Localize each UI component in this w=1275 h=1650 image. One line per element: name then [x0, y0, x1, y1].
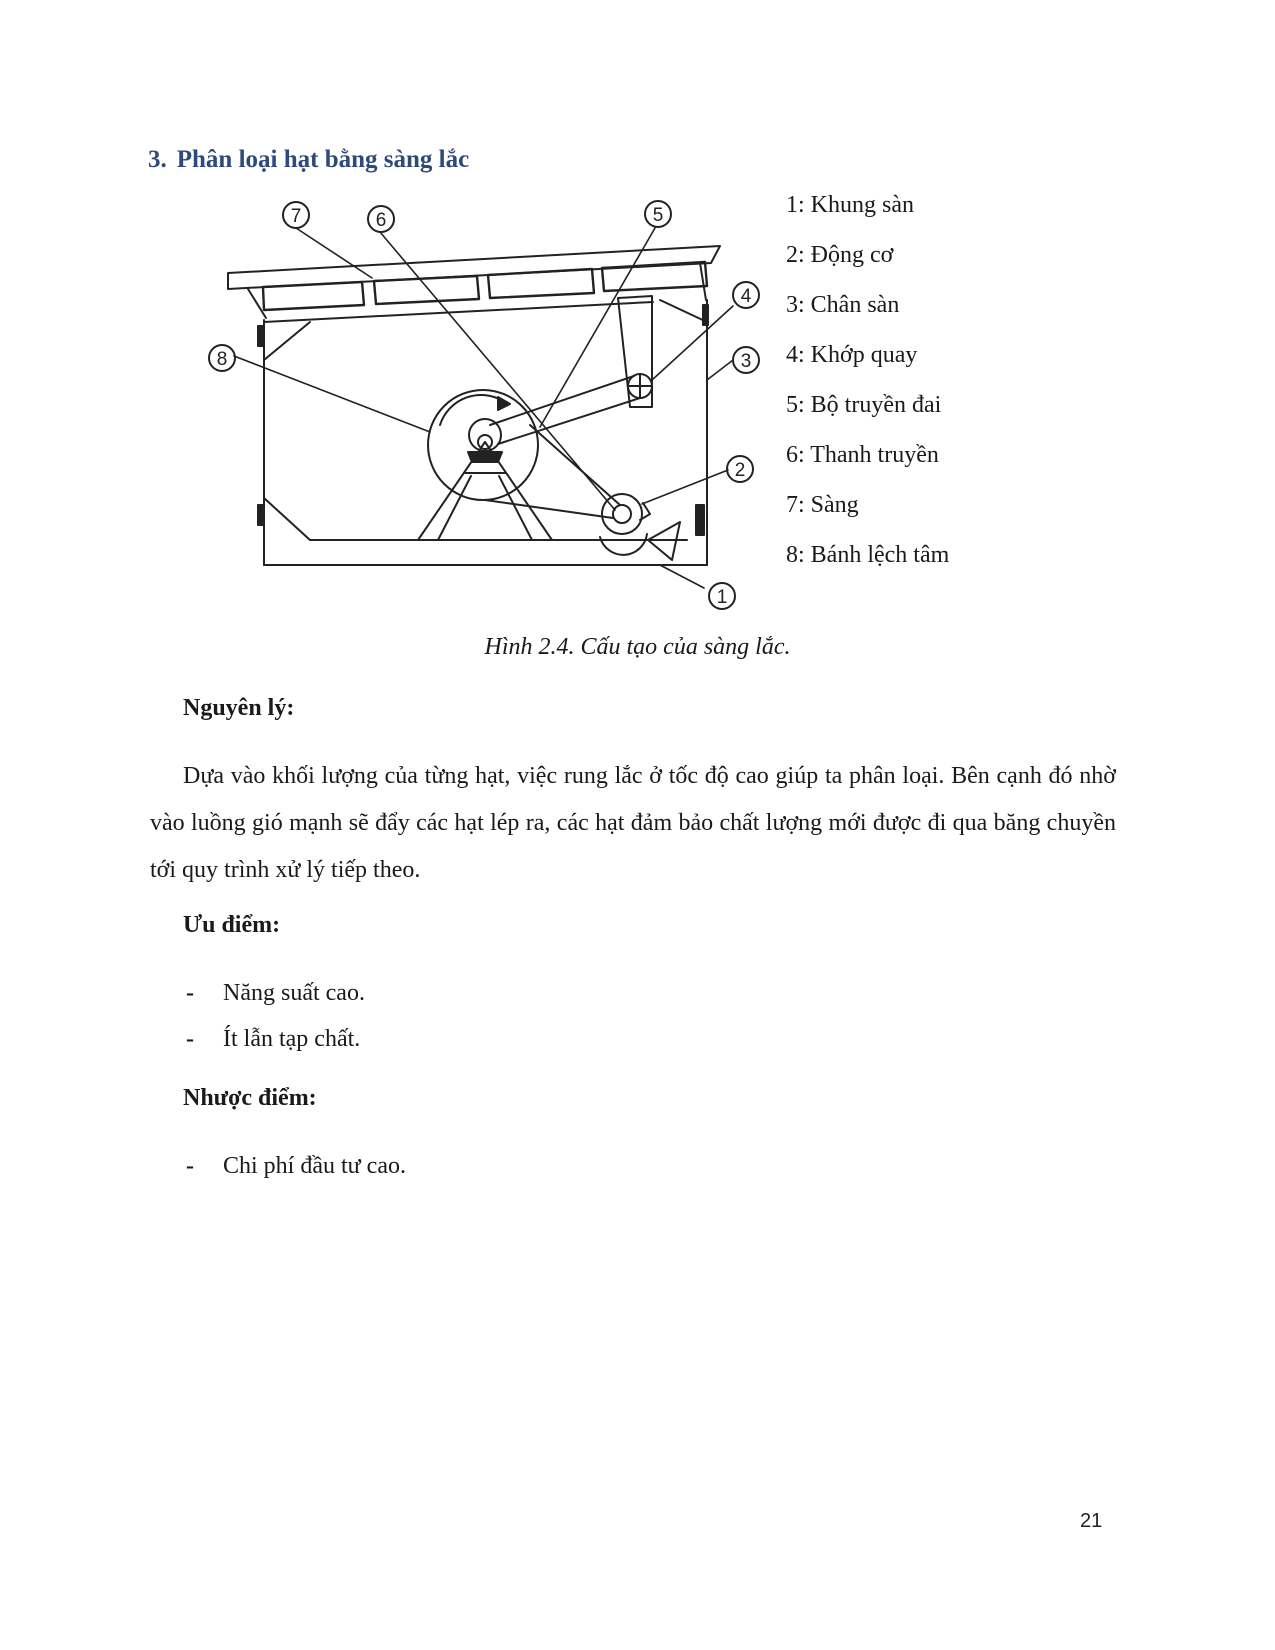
connecting-rod — [490, 376, 640, 444]
bullet-dash: - — [186, 1153, 194, 1179]
figure-legend — [786, 180, 949, 580]
callout-5: 5 — [652, 205, 664, 226]
callout-2: 2 — [734, 460, 746, 481]
callout-8: 8 — [216, 349, 228, 370]
frame — [258, 300, 708, 565]
disadvantages-label: Nhược điểm: — [183, 1085, 317, 1111]
advantages-label: Ưu điểm: — [183, 912, 281, 938]
legend-item: 2: Động cơ — [786, 242, 894, 268]
callout-3: 3 — [740, 351, 752, 372]
callout-4: 4 — [740, 286, 752, 307]
list-item-text: Chi phí đầu tư cao. — [223, 1153, 406, 1179]
list-item — [183, 970, 365, 1016]
figure-caption: Hình 2.4. Cấu tạo của sàng lắc. — [484, 634, 791, 660]
legend-item: 4: Khớp quay — [786, 342, 918, 368]
page-number: 21 — [1080, 1510, 1103, 1532]
disadvantages-list — [183, 1143, 406, 1189]
bullet-dash: - — [186, 1026, 194, 1052]
list-item-text: Ít lẫn tạp chất. — [223, 1026, 361, 1052]
pivot-joint — [618, 296, 652, 407]
callout-6: 6 — [375, 210, 387, 231]
advantages-list — [183, 970, 365, 1062]
legend-item: 7: Sàng — [786, 492, 859, 518]
callout-markers — [209, 201, 759, 609]
legend-item: 6: Thanh truyền — [786, 442, 939, 468]
callout-1: 1 — [716, 587, 728, 608]
list-item — [183, 1143, 406, 1189]
legend-item: 5: Bộ truyền đai — [786, 392, 942, 418]
screen-deck — [228, 246, 720, 322]
list-item — [183, 1016, 365, 1062]
principle-paragraph: Dựa vào khối lượng của từng hạt, việc rung lắc ở tốc độ cao giúp ta phân loại. Bên cạnh đó nhờ vào luồng gió mạnh sẽ đẩy các hạt lép ra, các hạt đảm bảo chất lượng mới được đi qua băng chuyền tới quy trình xử lý tiếp theo. — [150, 763, 1116, 883]
bullet-dash: - — [186, 980, 194, 1006]
section-title: Phân loại hạt bằng sàng lắc — [176, 146, 470, 173]
principle-label: Nguyên lý: — [183, 695, 295, 721]
legend-item: 1: Khung sàn — [786, 192, 914, 218]
list-item-text: Năng suất cao. — [223, 980, 365, 1006]
section-number: 3. — [148, 146, 167, 173]
legend-item: 8: Bánh lệch tâm — [786, 542, 950, 568]
belt-and-motor — [485, 425, 650, 555]
legend-item: 3: Chân sàn — [786, 292, 900, 318]
callout-7: 7 — [290, 206, 302, 227]
